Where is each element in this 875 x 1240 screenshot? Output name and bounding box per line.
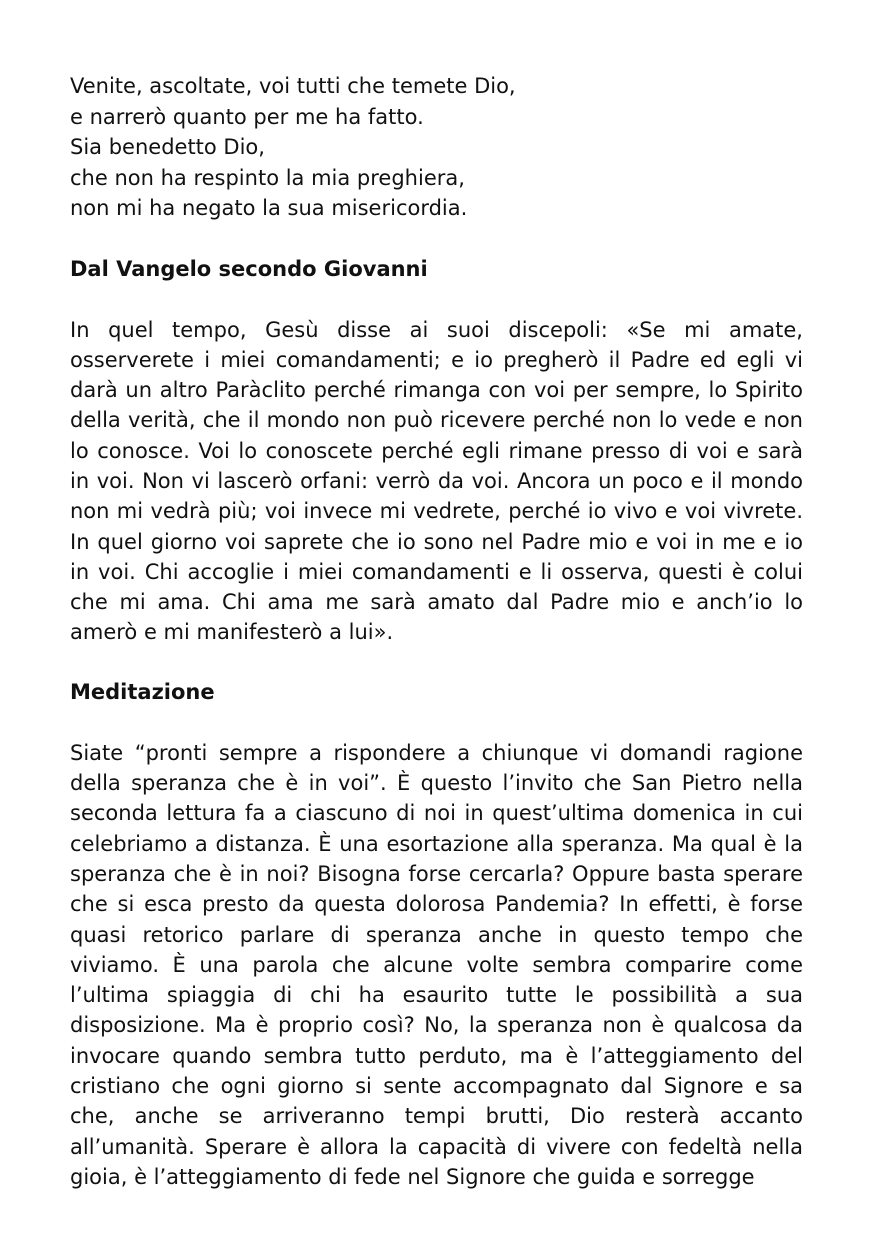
psalm-line: che non ha respinto la mia preghiera, (70, 165, 465, 190)
psalm-line: non mi ha negato la sua misericordia. (70, 196, 468, 220)
psalm-line: e narrerò quanto per me ha fatto. (70, 104, 424, 129)
meditation-paragraph: Siate “pronti sempre a rispondere a chiunque vi domandi ragione della speranza che è in voi”. È questo l’invito che San Pietro nella seconda lettura fa a ciascuno di noi in quest’ultima domenica in cui celebriamo a distanza. È una esortazione alla speranza. Ma qual è la speranza che è in noi? Bisogna forse cercarla? Oppure basta sperare che si esca presto da questa dolorosa Pandemia? In effetti, è forse quasi retorico parlare di speranza anche in questo tempo che viviamo. È una parola che alcune volte sembra comparire come l’ultima spiaggia di chi ha esaurito tutte le possibilità a sua disposizione. Ma è proprio così? No, la speranza non è qualcosa da invocare quando sembra tutto perduto, ma è l’atteggiamento del cristiano che ogni giorno si sente accompagnato dal Signore e sa che, anche se arriveranno tempi brutti, Dio resterà accanto all’umanità. Sperare è allora la capacità di vivere con fedeltà nella gioia, è l’atteggiamento di fede nel Signore che guida e sorregge (70, 740, 803, 1189)
gospel-paragraph: In quel tempo, Gesù disse ai suoi discepoli: «Se mi amate, osserverete i miei comandamenti; e io pregherò il Padre ed egli vi darà un altro Paràclito perché rimanga con voi per sempre, lo Spirito della verità, che il mondo non può ricevere perché non lo vede e non lo conosce. Voi lo conoscete perché egli rimane presso di voi e sarà in voi. Non vi lascerò orfani: verrò da voi. Ancora un poco e il mondo non mi vedrà più; voi invece mi vedrete, perché io vivo e voi vivrete. In quel giorno voi saprete che io sono nel Padre mio e voi in me e io in voi. Chi accoglie i miei comandamenti e li osserva, questi è colui che mi ama. Chi ama me sarà amato dal Padre mio e anch’io lo amerò e mi manifesterò a lui». (70, 317, 803, 645)
meditation-heading: Meditazione (70, 679, 215, 704)
psalm-line: Venite, ascoltate, voi tutti che temete Dio, (70, 74, 516, 98)
psalm-line: Sia benedetto Dio, (70, 135, 265, 159)
gospel-heading: Dal Vangelo secondo Giovanni (70, 256, 428, 281)
psalm-stanza (70, 71, 805, 224)
